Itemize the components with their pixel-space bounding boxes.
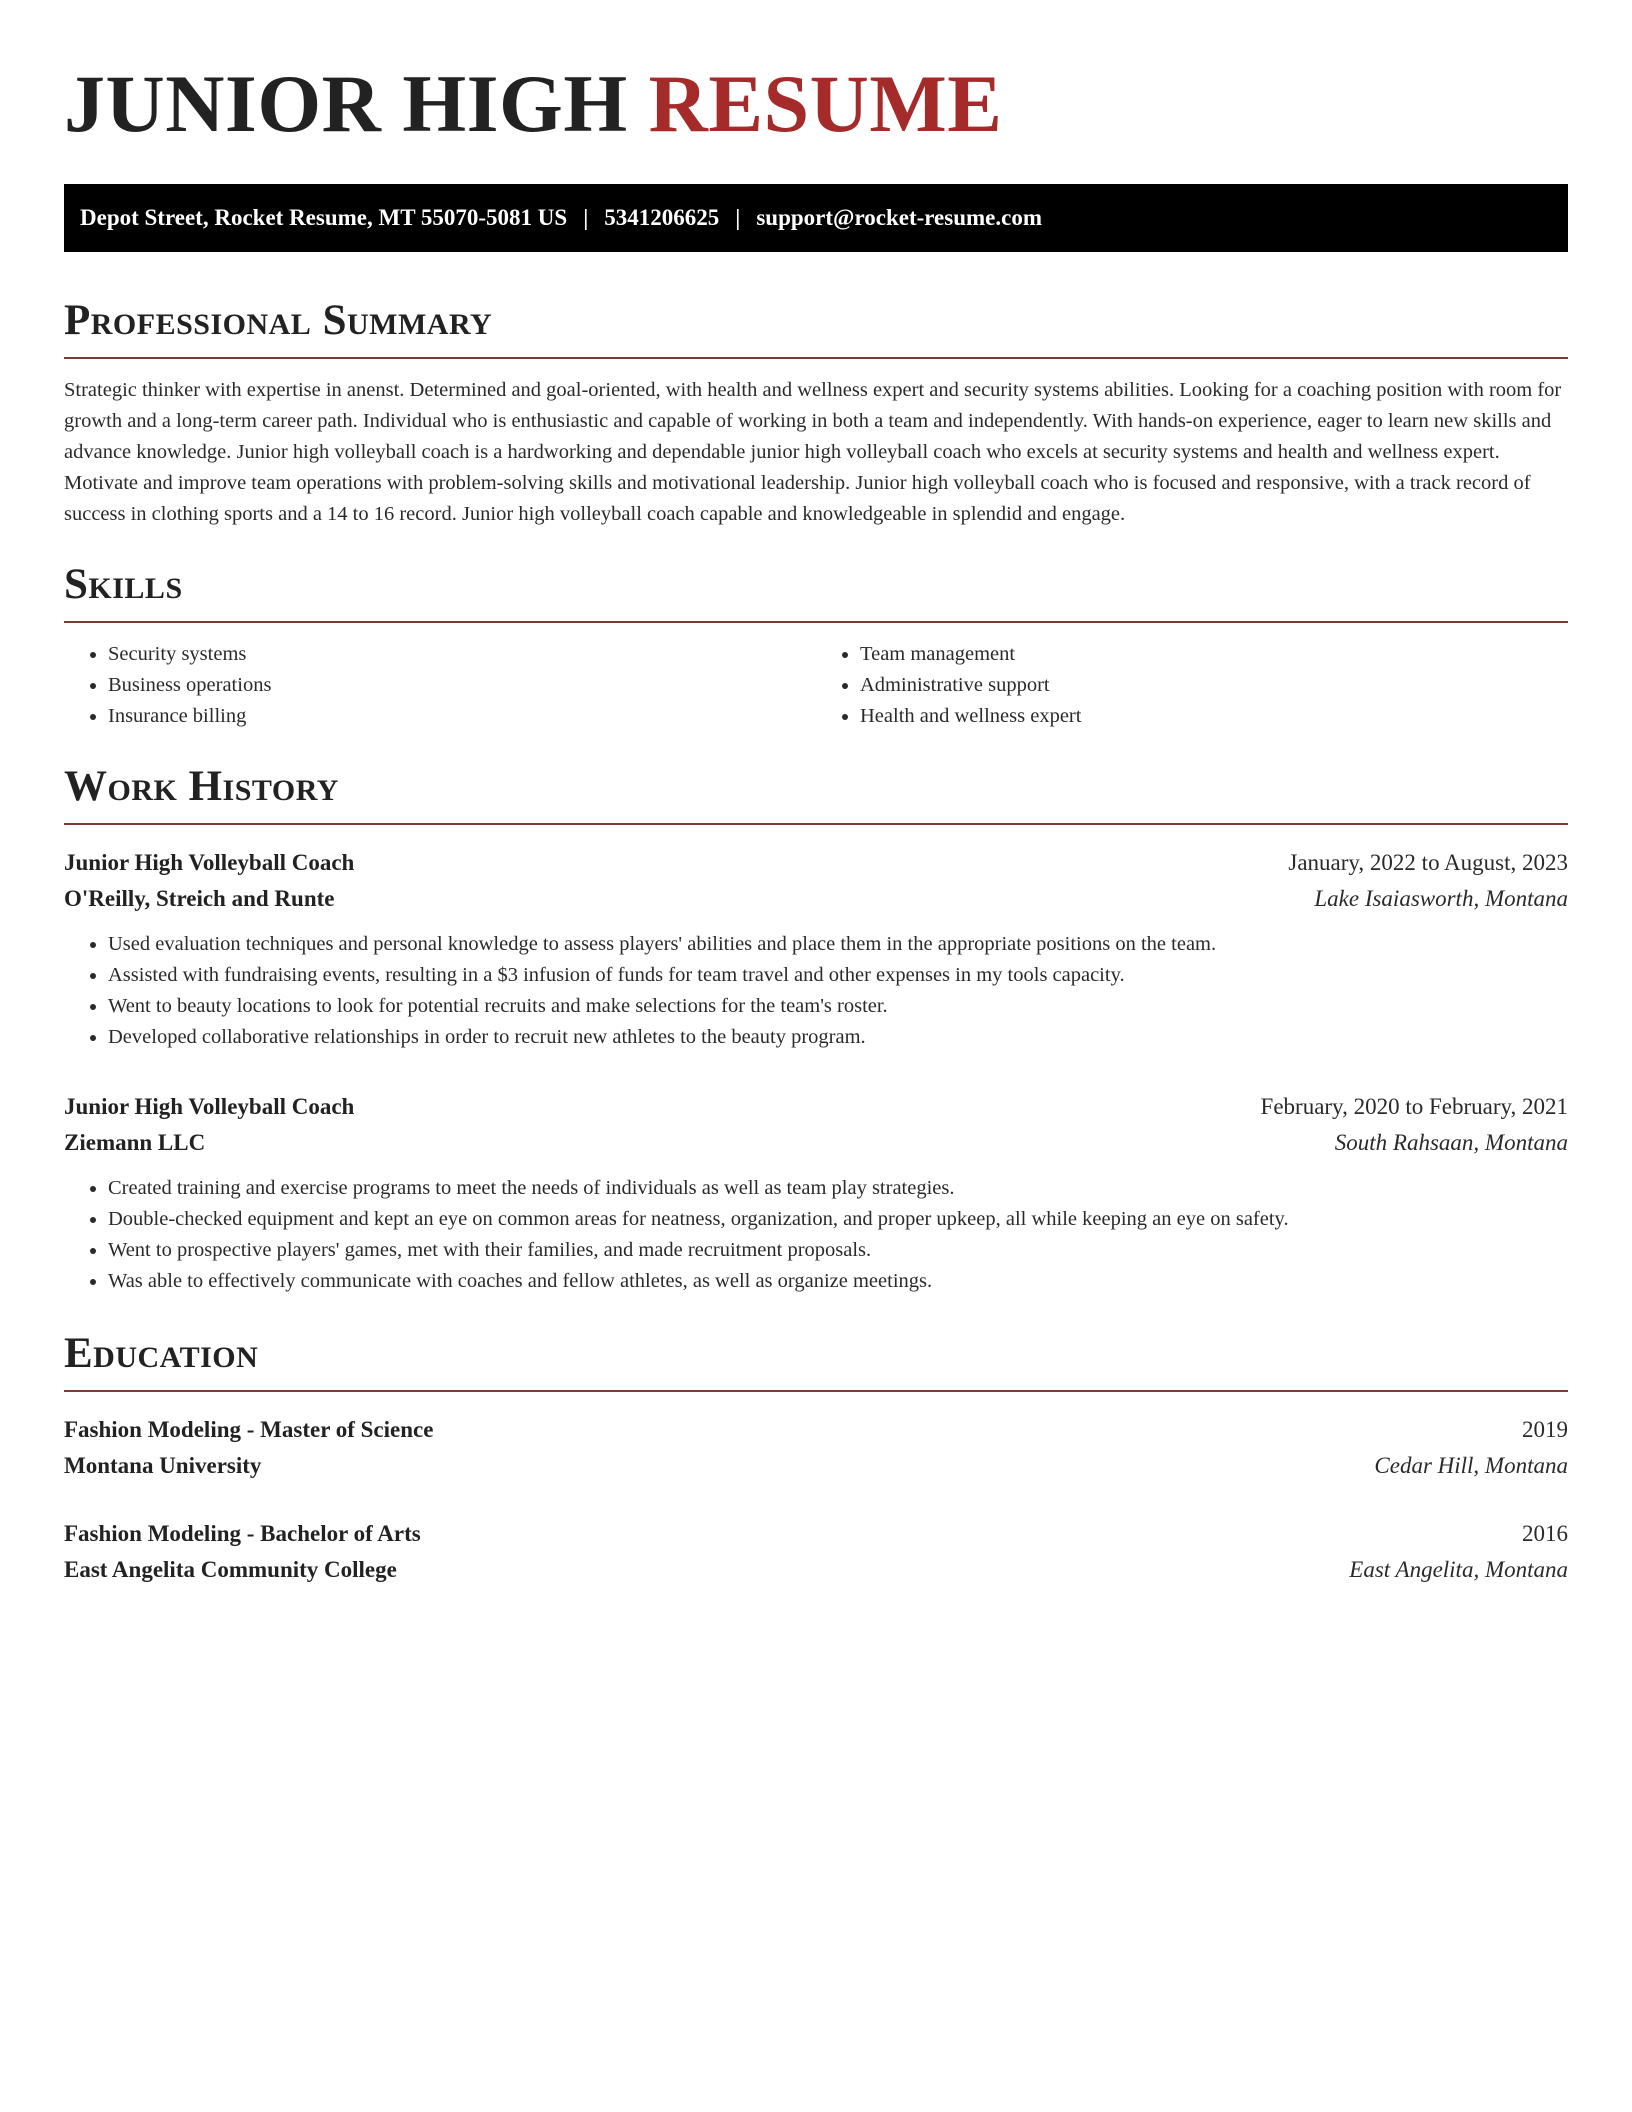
section-title-education: Education [64, 1330, 259, 1377]
education-degree-row [64, 1516, 1568, 1552]
job-company-row [64, 1125, 1568, 1161]
job-duties-list [64, 929, 1568, 1053]
contact-bar [64, 184, 1568, 252]
job-company: Ziemann LLC [64, 1130, 206, 1155]
job-duty-item: • Assisted with fundraising events, resulting in a $3 infusion of funds for team travel and other expenses in my tools capacity. [108, 960, 1568, 991]
job-entry [64, 845, 1568, 1053]
skill-item: • Health and wellness expert [860, 701, 1568, 732]
job-duty-item: • Double-checked equipment and kept an eye on common areas for neatness, organization, and proper upkeep, all while keeping an eye on safety. [108, 1204, 1568, 1235]
work-history-section [64, 760, 1568, 1297]
job-duty-item: • Created training and exercise programs to meet the needs of individuals as well as team play strategies. [108, 1173, 1568, 1204]
education-entry [64, 1412, 1568, 1484]
skill-item: • Security systems [108, 639, 816, 670]
job-entry [64, 1089, 1568, 1297]
skills-section [64, 558, 1568, 732]
education-year: 2016 [1522, 1521, 1568, 1546]
education-location: Cedar Hill, Montana [1374, 1453, 1568, 1478]
job-dates: February, 2020 to February, 2021 [1260, 1094, 1568, 1119]
summary-text: Strategic thinker with expertise in anenst. Determined and goal-oriented, with health and wellness expert and security systems abilities. Looking for a coaching position with room for growth and a long-term career path. Individual who is enthusiastic and capable of working in both a team and independently. With hands-on experience, eager to learn new skills and advance knowledge. Junior high volleyball coach is a hardworking and dependable junior high volleyball coach who excels at security systems and health and wellness expert. Motivate and improve team operations with problem-solving skills and motivational leadership. Junior high volleyball coach who is focused and responsive, with a track record of success in clothing sports and a 14 to 16 record. Junior high volleyball coach capable and knowledgeable in splendid and engage. [64, 379, 1562, 525]
skill-item: • Administrative support [860, 670, 1568, 701]
section-divider [64, 1390, 1568, 1392]
education-degree: Fashion Modeling - Master of Science [64, 1417, 434, 1442]
section-divider [64, 357, 1568, 359]
job-dates: January, 2022 to August, 2023 [1288, 850, 1568, 875]
skill-item: • Insurance billing [108, 701, 816, 732]
education-location: East Angelita, Montana [1349, 1557, 1568, 1582]
skills-list-left [64, 639, 816, 732]
education-section [64, 1327, 1568, 1588]
job-duties-list [64, 1173, 1568, 1297]
job-location: South Rahsaan, Montana [1334, 1130, 1568, 1155]
education-school-row [64, 1448, 1568, 1484]
skills-list-right [816, 639, 1568, 732]
job-duty-item: • Went to beauty locations to look for potential recruits and make selections for the team's roster. [108, 991, 1568, 1022]
job-company: O'Reilly, Streich and Runte [64, 886, 335, 911]
job-role: Junior High Volleyball Coach [64, 1094, 355, 1119]
job-duty-item: • Developed collaborative relationships in order to recruit new athletes to the beauty program. [108, 1022, 1568, 1053]
skills-grid [64, 639, 1568, 732]
contact-separator: | [735, 205, 741, 230]
job-role: Junior High Volleyball Coach [64, 850, 355, 875]
summary-section [64, 294, 1568, 530]
contact-email: support@rocket-resume.com [756, 205, 1042, 230]
skill-item: • Business operations [108, 670, 816, 701]
skill-item: • Team management [860, 639, 1568, 670]
job-header-row [64, 1089, 1568, 1125]
job-duty-item: • Used evaluation techniques and personal knowledge to assess players' abilities and place them in the appropriate positions on the team. [108, 929, 1568, 960]
contact-separator: | [583, 205, 589, 230]
resume-title [64, 54, 1568, 154]
contact-address: Depot Street, Rocket Resume, MT 55070-5081 US [80, 205, 568, 230]
education-year: 2019 [1522, 1417, 1568, 1442]
job-location: Lake Isaiasworth, Montana [1314, 886, 1568, 911]
education-entry [64, 1516, 1568, 1588]
section-divider [64, 823, 1568, 825]
education-degree: Fashion Modeling - Bachelor of Arts [64, 1521, 421, 1546]
section-title-summary: Professional Summary [64, 297, 493, 344]
job-duty-item: • Went to prospective players' games, met with their families, and made recruitment proposals. [108, 1235, 1568, 1266]
title-main: JUNIOR HIGH [64, 58, 628, 149]
contact-phone: 5341206625 [604, 205, 720, 230]
title-accent: RESUME [648, 58, 1003, 149]
section-title-skills: Skills [64, 561, 183, 608]
section-title-work-history: Work History [64, 763, 339, 810]
education-school-row [64, 1552, 1568, 1588]
education-school: East Angelita Community College [64, 1557, 397, 1582]
section-divider [64, 621, 1568, 623]
job-company-row [64, 881, 1568, 917]
job-duty-item: • Was able to effectively communicate with coaches and fellow athletes, as well as organize meetings. [108, 1266, 1568, 1297]
education-degree-row [64, 1412, 1568, 1448]
education-school: Montana University [64, 1453, 262, 1478]
job-header-row [64, 845, 1568, 881]
